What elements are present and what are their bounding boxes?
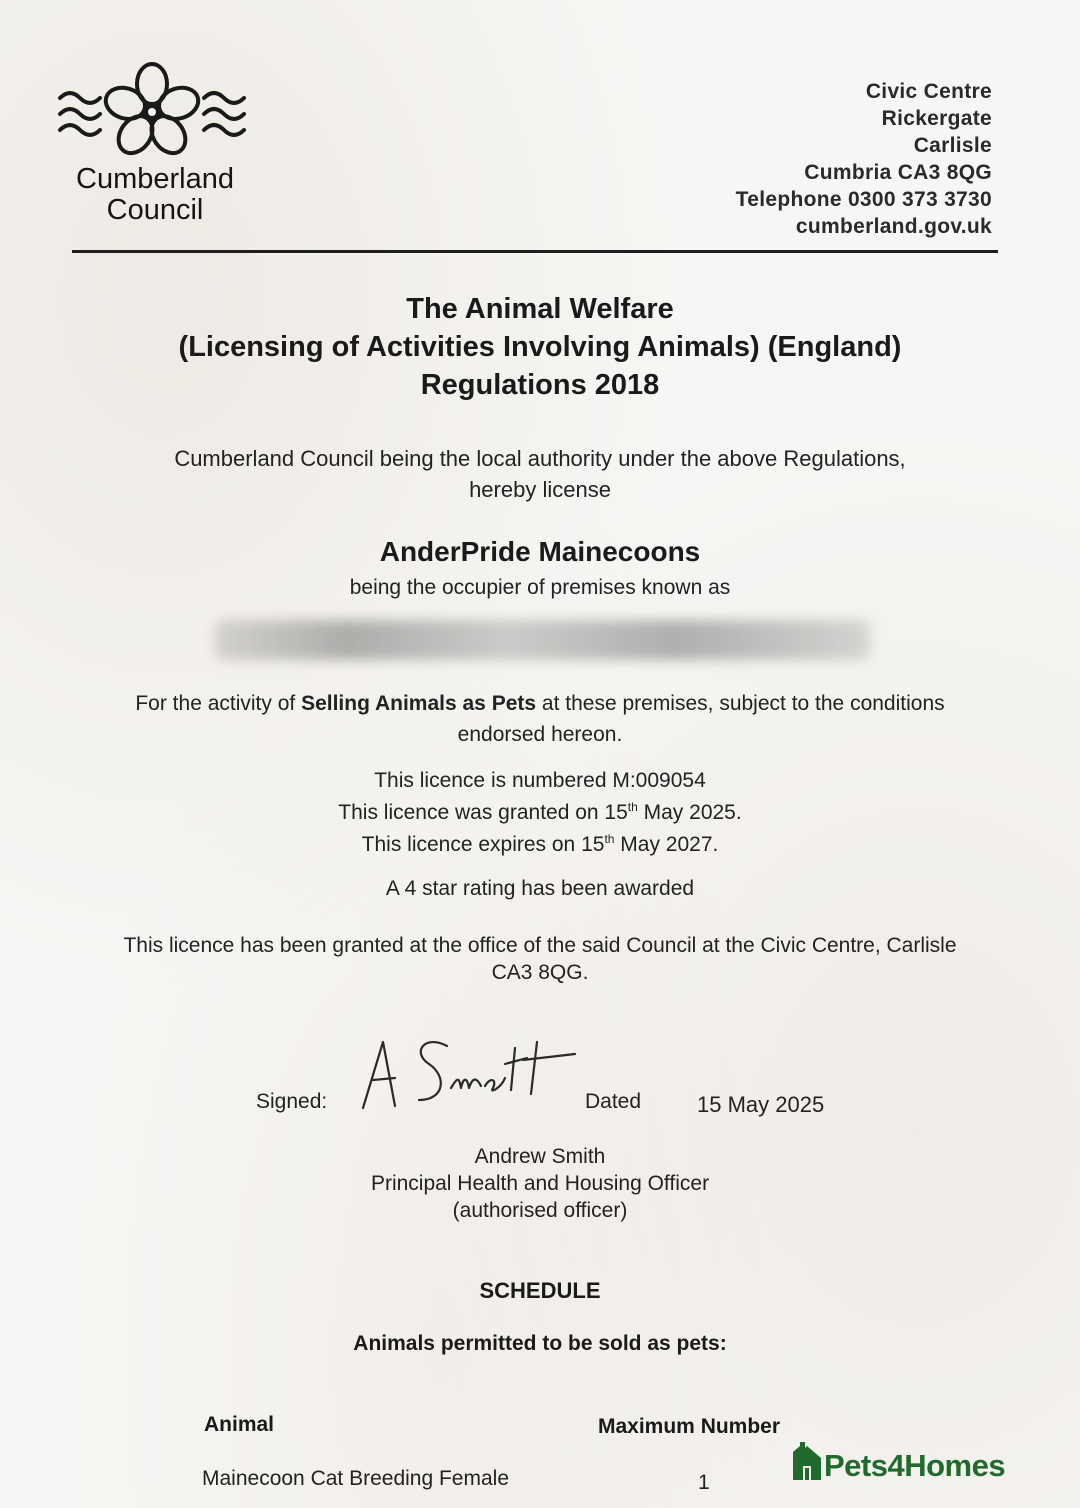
pets4homes-watermark-text: Pets4Homes: [824, 1448, 1006, 1483]
logo-line-1: Cumberland: [76, 163, 234, 195]
column-header-max-number: Maximum Number: [598, 1415, 781, 1438]
licence-expires: This licence expires on 15th May 2027.: [361, 832, 719, 856]
schedule-subheading: Animals permitted to be sold as pets:: [353, 1332, 727, 1355]
handwritten-signature: [355, 1028, 585, 1118]
licensee-name: AnderPride Mainecoons: [379, 536, 701, 567]
office-line: This licence has been granted at the office of the said Council at the Civic Centre, Carlisle: [123, 934, 957, 957]
title-line: The Animal Welfare: [406, 293, 674, 325]
regulations-title: [0, 290, 1080, 404]
address-line: Rickergate: [881, 107, 992, 130]
signatory-role: (authorised officer): [452, 1199, 628, 1222]
activity-suffix: at these premises, subject to the conditions: [541, 692, 945, 715]
occupier-text: being the occupier of premises known as: [349, 576, 731, 599]
intro-line: Cumberland Council being the local authority under the above Regulations,: [174, 446, 906, 471]
table-cell-animal: Mainecoon Cat Breeding Female: [202, 1467, 510, 1490]
office-line: CA3 8QG.: [491, 961, 589, 984]
address-line: Cumbria CA3 8QG: [804, 161, 992, 184]
licence-number: This licence is numbered M:009054: [374, 769, 706, 792]
pets4homes-house-icon: [790, 1438, 824, 1482]
intro-line: hereby license: [469, 477, 611, 502]
activity-name: Selling Animals as Pets: [301, 692, 537, 715]
activity-paragraph: [0, 688, 1080, 750]
signature-date: 15 May 2025: [697, 1092, 825, 1117]
address-line: Telephone 0300 373 3730: [735, 188, 992, 211]
signatory-title: Principal Health and Housing Officer: [370, 1172, 710, 1195]
title-line: (Licensing of Activities Involving Animals) (England): [178, 331, 902, 363]
address-line: cumberland.gov.uk: [795, 215, 992, 238]
schedule-heading: SCHEDULE: [479, 1278, 601, 1303]
signatory-name: Andrew Smith: [474, 1145, 606, 1168]
header-divider: [72, 250, 998, 253]
dated-label: Dated: [585, 1090, 642, 1113]
licence-granted: This licence was granted on 15th May 2025.: [338, 800, 742, 824]
activity-prefix: For the activity of: [135, 692, 296, 715]
title-line: Regulations 2018: [420, 369, 660, 401]
council-logo-text: [52, 164, 258, 226]
council-logo-icon: [52, 60, 252, 160]
address-line: Civic Centre: [865, 80, 992, 103]
table-cell-max: 1: [698, 1471, 710, 1494]
council-address: [736, 78, 992, 240]
intro-paragraph: [0, 443, 1080, 505]
redacted-premises-address: [215, 620, 870, 660]
signatory-block: [0, 1143, 1080, 1224]
logo-line-2: Council: [106, 194, 204, 226]
licence-details: [0, 767, 1080, 858]
address-line: Carlisle: [913, 134, 992, 157]
column-header-animal: Animal: [204, 1413, 275, 1436]
signed-label: Signed:: [256, 1090, 328, 1113]
office-paragraph: [0, 932, 1080, 986]
activity-line-2: endorsed hereon.: [457, 723, 623, 746]
star-rating: A 4 star rating has been awarded: [385, 877, 695, 900]
